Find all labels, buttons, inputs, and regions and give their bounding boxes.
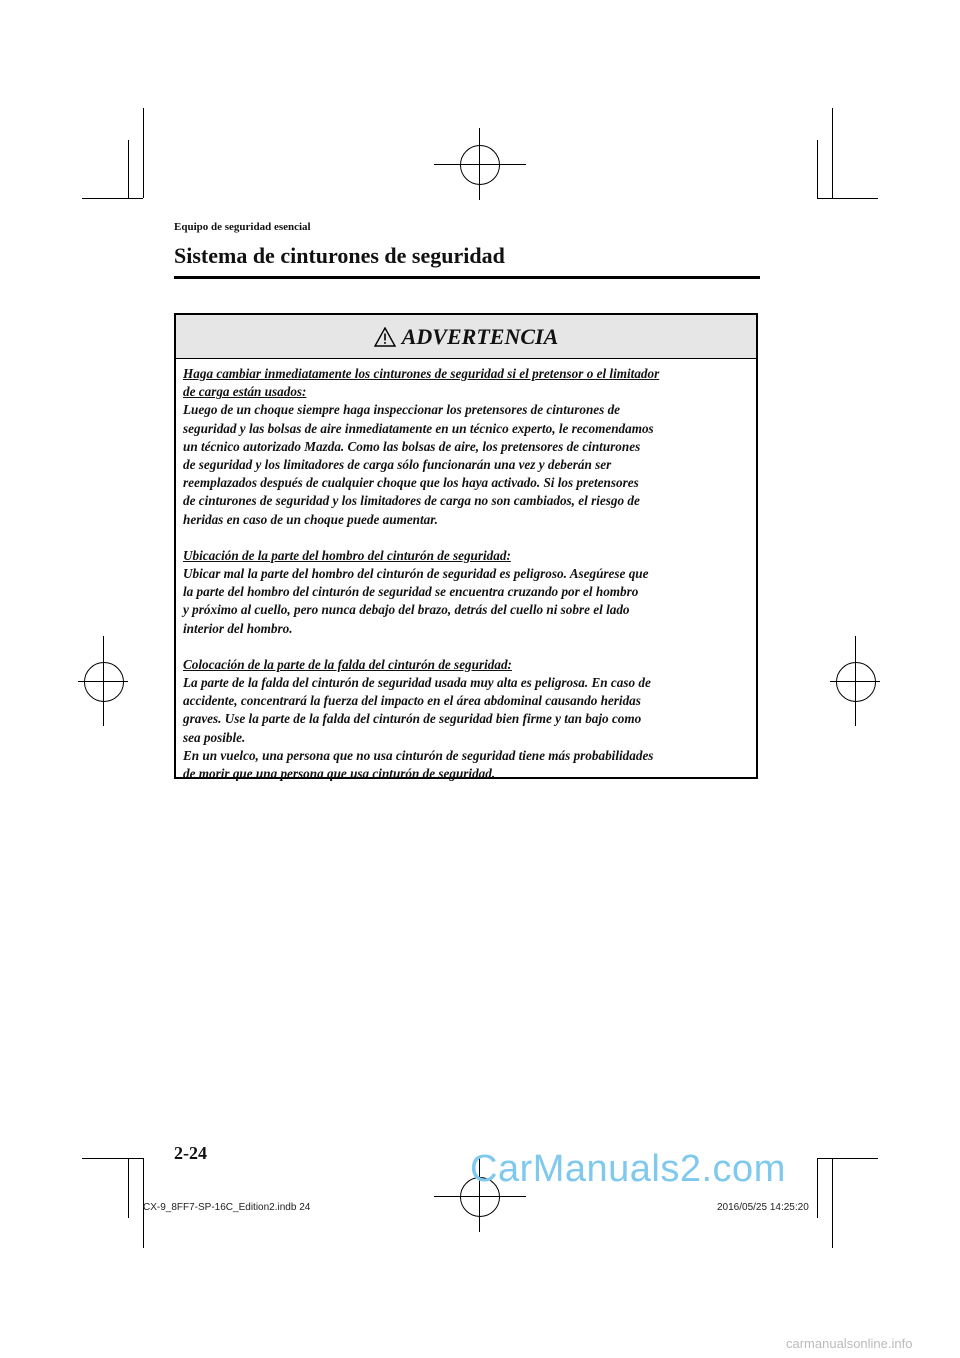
crop-mark bbox=[82, 1158, 143, 1159]
warning-text-line: de morir que una persona que usa cinturón de seguridad. bbox=[183, 766, 496, 782]
warning-text-line: accidente, concentrará la fuerza del impacto en el área abdominal causando heridas bbox=[183, 693, 641, 709]
crop-mark bbox=[817, 1158, 878, 1159]
warning-heading-line: de carga están usados: bbox=[183, 384, 307, 400]
warning-text-line: la parte del hombro del cinturón de seguridad se encuentra cruzando por el hombro bbox=[183, 584, 639, 600]
warning-title: ADVERTENCIA bbox=[401, 323, 559, 349]
crop-mark bbox=[817, 1158, 818, 1218]
crop-mark bbox=[817, 140, 818, 198]
warning-text-line: La parte de la falda del cinturón de seguridad usada muy alta es peligrosa. En caso de bbox=[183, 675, 651, 691]
registration-mark-icon bbox=[434, 1196, 526, 1197]
registration-mark-icon bbox=[460, 145, 500, 185]
crop-mark bbox=[128, 140, 129, 198]
registration-mark-icon bbox=[830, 681, 880, 682]
page-title: Sistema de cinturones de seguridad bbox=[174, 243, 505, 268]
warning-text-line: de cinturones de seguridad y los limitadores de carga no son cambiados, el riesgo de bbox=[183, 493, 640, 509]
page-number: 2-24 bbox=[174, 1143, 207, 1163]
warning-text-line: seguridad y las bolsas de aire inmediatamente en un técnico experto, le recomendamos bbox=[183, 420, 654, 436]
warning-text-line: heridas en caso de un choque puede aumentar. bbox=[183, 511, 438, 527]
crop-mark bbox=[82, 198, 143, 199]
registration-mark-icon bbox=[836, 662, 876, 702]
warning-heading-line: Haga cambiar inmediatamente los cinturones de seguridad si el pretensor o el limitador bbox=[183, 366, 660, 381]
section-label: Equipo de seguridad esencial bbox=[174, 221, 311, 233]
warning-triangle-icon bbox=[374, 327, 396, 347]
registration-mark-icon bbox=[78, 681, 128, 682]
warning-heading-line: Colocación de la parte de la falda del cinturón de seguridad: bbox=[183, 656, 512, 672]
crop-mark bbox=[128, 1158, 129, 1218]
crop-mark bbox=[817, 198, 878, 199]
site-watermark: carmanualsonline.info bbox=[786, 1336, 913, 1351]
crop-mark bbox=[832, 1158, 833, 1248]
warning-text-line: En un vuelco, una persona que no usa cinturón de seguridad tiene más probabilidades bbox=[183, 747, 654, 763]
warning-box bbox=[174, 313, 758, 782]
registration-mark-icon bbox=[84, 662, 124, 702]
warning-body bbox=[183, 365, 755, 783]
warning-text-line: graves. Use la parte de la falda del cinturón de seguridad bien firme y tan bajo como bbox=[183, 711, 642, 727]
crop-mark bbox=[143, 108, 144, 198]
warning-text-line: reemplazados después de cualquier choque que los haya activado. Si los pretensores bbox=[183, 475, 639, 491]
warning-header bbox=[176, 315, 756, 359]
watermark-logo: CarManuals2.com bbox=[470, 1148, 786, 1190]
print-timestamp: 2016/05/25 14:25:20 bbox=[717, 1202, 809, 1213]
warning-text-line: Ubicar mal la parte del hombro del cinturón de seguridad es peligroso. Asegúrese que bbox=[183, 566, 649, 582]
registration-mark-icon bbox=[434, 164, 526, 165]
warning-text-line: sea posible. bbox=[183, 729, 246, 745]
warning-text-line: Luego de un choque siempre haga inspeccionar los pretensores de cinturones de bbox=[183, 402, 621, 418]
warning-text-line: interior del hombro. bbox=[183, 620, 293, 636]
file-info: CX-9_8FF7-SP-16C_Edition2.indb 24 bbox=[143, 1202, 311, 1213]
title-divider bbox=[174, 276, 760, 279]
warning-heading-line: Ubicación de la parte del hombro del cinturón de seguridad: bbox=[183, 547, 511, 563]
crop-mark bbox=[832, 108, 833, 198]
warning-text-line: un técnico autorizado Mazda. Como las bolsas de aire, los pretensores de cinturones bbox=[183, 438, 641, 454]
warning-text-line: de seguridad y los limitadores de carga sólo funcionarán una vez y deberán ser bbox=[183, 457, 612, 473]
warning-text-line: y próximo al cuello, pero nunca debajo del brazo, detrás del cuello ni sobre el lado bbox=[183, 602, 630, 618]
